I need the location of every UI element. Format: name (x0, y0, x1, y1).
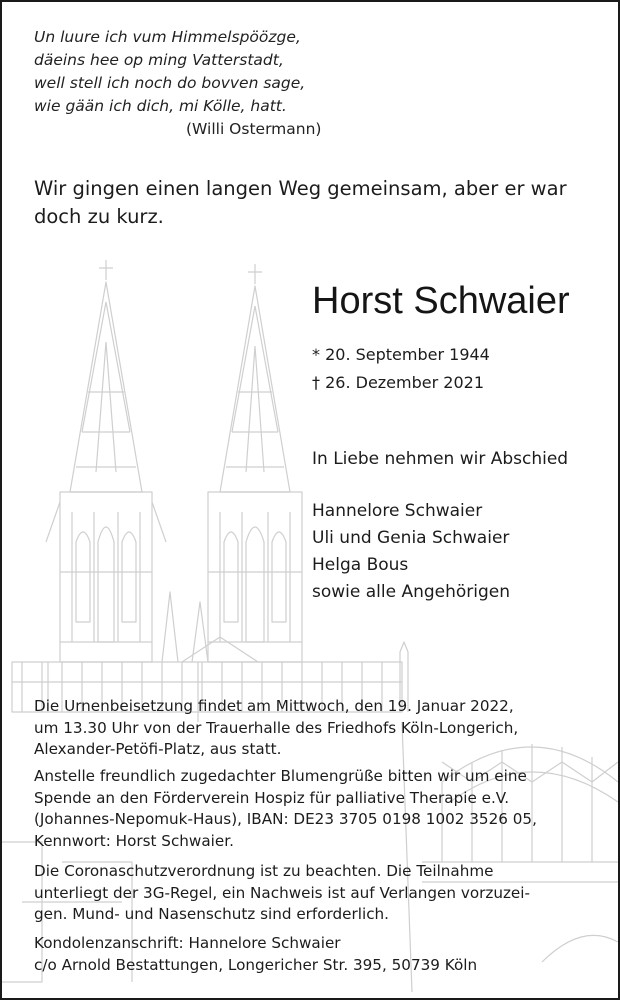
birth-date: * 20. September 1944 (312, 345, 490, 364)
poem-line: Un luure ich vum Himmelspöözge, (34, 28, 301, 46)
address-paragraph (34, 933, 477, 976)
donation-paragraph (34, 766, 537, 852)
paragraph-line: (Johannes-Nepomuk-Haus), IBAN: DE23 3705 0198 1002 3526 05, (34, 810, 537, 828)
paragraph-line: Alexander-Petöfi-Platz, aus statt. (34, 740, 282, 758)
paragraph-line: Kennwort: Horst Schwaier. (34, 831, 234, 850)
deceased-name: Horst Schwaier (312, 280, 570, 322)
burial-paragraph (34, 696, 518, 761)
death-date: † 26. Dezember 2021 (312, 373, 484, 392)
poem-line: däeins hee op ming Vatterstadt, (34, 51, 284, 69)
mourner: sowie alle Angehörigen (312, 582, 511, 602)
paragraph-line: Kondolenzanschrift: Hannelore Schwaier (34, 934, 341, 952)
paragraph-line: Anstelle freundlich zugedachter Blumengrüße bitten wir um eine (34, 767, 527, 785)
paragraph-line: gen. Mund- und Nasenschutz sind erforderlich. (34, 905, 390, 923)
paragraph-line: um 13.30 Uhr von der Trauerhalle des Friedhofs Köln-Longerich, (34, 718, 519, 737)
mourners-list (312, 498, 510, 606)
paragraph-line: Die Urnenbeisetzung findet am Mittwoch, den 19. Januar 2022, (34, 697, 514, 715)
mourner: Uli und Genia Schwaier (312, 528, 510, 548)
corona-paragraph (34, 861, 530, 926)
poem (34, 26, 305, 118)
poem-attribution: (Willi Ostermann) (186, 120, 322, 138)
farewell-line: In Liebe nehmen wir Abschied (312, 449, 569, 469)
motto: Wir gingen einen langen Weg gemeinsam, aber er war doch zu kurz. (34, 177, 567, 228)
paragraph-line: unterliegt der 3G-Regel, ein Nachweis ist auf Verlangen vorzuzei- (34, 883, 530, 902)
mourner: Helga Bous (312, 555, 409, 575)
paragraph-line: Die Coronaschutzverordnung ist zu beachten. Die Teilnahme (34, 862, 494, 880)
poem-line: well stell ich noch do bovven sage, (34, 74, 306, 92)
paragraph-line: c/o Arnold Bestattungen, Longericher Str. 395, 50739 Köln (34, 955, 478, 974)
paragraph-line: Spende an den Förderverein Hospiz für palliative Therapie e.V. (34, 788, 510, 807)
poem-line: wie gään ich dich, mi Kölle, hatt. (34, 97, 287, 115)
mourner: Hannelore Schwaier (312, 501, 483, 521)
